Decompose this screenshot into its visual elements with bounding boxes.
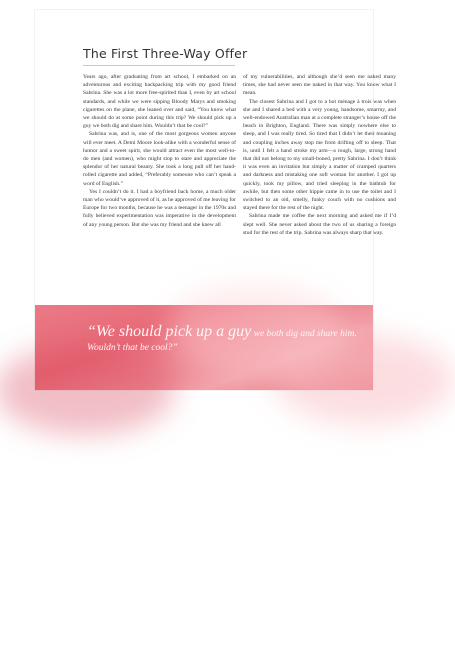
- running-title: Threesomes: [101, 660, 141, 667]
- paragraph: Sabrina made me coffee the next morning and asked me if I’d slept well. She never asked about the two of us sharing a foreign stud for the rest of the trip. Sabrina was always sharp that way.: [243, 213, 396, 236]
- paragraph: The closest Sabrina and I got to a hot ménage à trois was when she and I shared a bed with a very young, handsome, smarmy, and well-endowed Australian man at a complete stranger’s house off the beach in Brighton, England. There was simply nowhere else to sleep, and I was really tired. So tired that I didn’t let their moaning and coupling inches away stop me from drifting off to sleep. That is, until I felt a hand stroke my arm—a rough, large, strong hand that did not belong to my small-boned, pretty Sabrina. I don’t think it was even an invitation but simply a matter of cramped quarters and darkness and mistaking one soft woman for another. I got up quickly, took my pillow, and tried sleeping in the bathtub for awhile, but then some other hippie came in to use the toilet and I switched to an old, smelly, funky couch with no cushions and stayed there for the rest of the night.: [243, 98, 396, 212]
- book-page: [35, 10, 396, 667]
- pull-quote-band: [35, 305, 373, 667]
- page-number: 10: [87, 660, 96, 667]
- title-rule: [83, 65, 235, 66]
- left-text-column: [83, 73, 236, 229]
- right-text-column: [243, 73, 396, 237]
- chapter-section-title: The First Three-Way Offer: [83, 46, 248, 61]
- pull-quote: [87, 325, 367, 355]
- paragraph: of my vulnerabilities, and although she’d seen me naked many times, she had never seen me naked in that way. You know what I mean.: [243, 74, 396, 97]
- paragraph: Years ago, after graduating from art school, I embarked on an adventurous and exciting backpacking trip with my good friend Sabrina. She was a lot more free-spirited than I, even by art school standards, and while we were sipping Bloody Marys and smoking cigarettes on the plane, she leaned over and said, “You know what we should do at some point during this trip? We should pick up a guy we both dig and share him. Wouldn’t that be cool?”: [83, 74, 236, 130]
- paragraph: Sabrina was, and is, one of the most gorgeous women anyone will ever meet. A Demi Moore look-alike with a wonderful sense of humor and a sweet spirit, she would attract even the most well-to-do men (and women), who might stop to stare and appreciate the splendor of her natural beauty. She took a long pull off her hand-rolled cigarette and added, “Preferably someone who can’t speak a word of English.”: [83, 131, 236, 187]
- paragraph: Yes I couldn’t do it. I had a boyfriend back home, a much older man who would’ve approved of it, as he approved of me leaving for Europe for two months, because he was a teenager in the 1970s and fully believed experimentation was imperative in the development of any young person. But she was my friend and she knew all: [83, 188, 236, 228]
- band-texture: [0, 345, 175, 435]
- page-footer: [87, 660, 141, 667]
- pull-quote-lead: “We should pick up a guy: [87, 323, 252, 340]
- pull-quote-rest: we both dig and share him. Wouldn’t that be cool?”: [87, 329, 357, 353]
